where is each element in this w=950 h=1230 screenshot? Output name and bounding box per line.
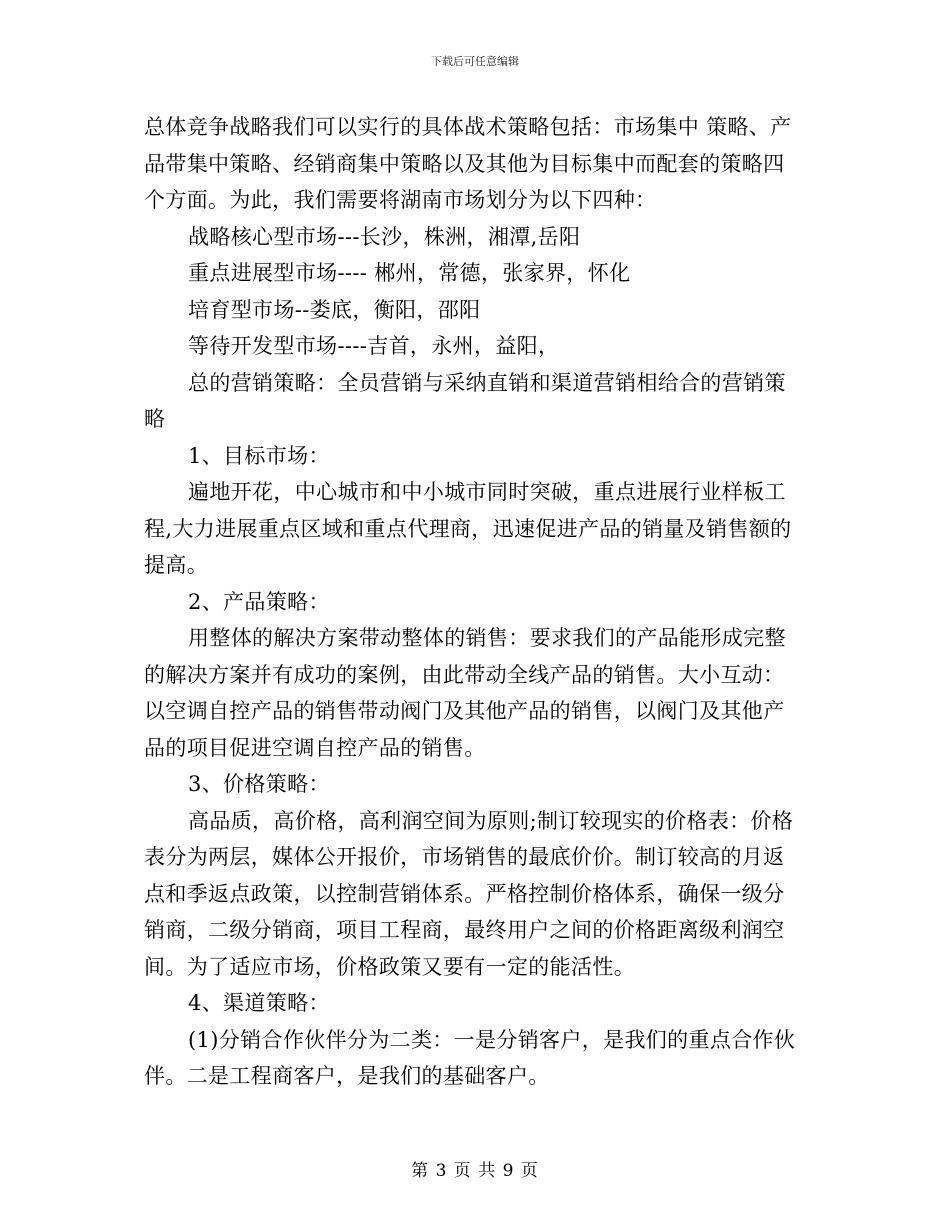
text-line: 点和季返点政策，以控制营销体系。严格控制价格体系，确保一级分 (144, 881, 785, 906)
text-line: 间。为了适应市场，价格政策又要有一定的能活性。 (144, 954, 636, 979)
text-line: 重点进展型市场---- 郴州，常德，张家界，怀化 (188, 261, 631, 285)
document-body (144, 109, 814, 1095)
text-line: 等待开发型市场----吉首，永州，益阳， (188, 334, 560, 358)
text-line: 销商，二级分销商，项目工程商，最终用户之间的价格距离级利润空 (144, 918, 785, 942)
text-line: 总的营销策略：全员营销与采纳直销和渠道营销相给合的营销策 (188, 370, 786, 395)
text-line: 个方面。为此，我们需要将湖南市场划分为以下四种： (144, 188, 657, 212)
text-line: 品带集中策略、经销商集中策略以及其他为目标集中而配套的策略四 (144, 151, 785, 176)
text-line: 4、渠道策略： (188, 991, 330, 1015)
text-line: 战略核心型市场---长沙，株洲，湘潭,岳阳 (188, 224, 581, 249)
page-header: 下载后可任意编辑 (431, 55, 519, 68)
text-line: 程,大力进展重点区域和重点代理商，迅速促进产品的销量及销售额的 (144, 516, 792, 541)
text-line: 遍地开花，中心城市和中小城市同时突破，重点进展行业样板工 (188, 480, 786, 504)
text-line: 表分为两层，媒体公开报价，市场销售的最底价价。制订较高的月返 (144, 845, 785, 869)
text-line: 1、目标市场： (188, 443, 330, 468)
text-line: (1)分销合作伙伴分为二类：一是分销客户，是我们的重点合作伙 (188, 1027, 796, 1052)
text-line: 高品质，高价格，高利润空间为原则;制订较现实的价格表：价格 (188, 808, 794, 833)
page-footer: 第 3 页 共 9 页 (411, 1161, 539, 1181)
text-line: 以空调自控产品的销售带动阀门及其他产品的销售，以阀门及其他产 (144, 699, 785, 723)
text-line: 略 (144, 407, 166, 431)
text-line: 用整体的解决方案带动整体的销售：要求我们的产品能形成完整 (188, 626, 786, 650)
text-line: 品的项目促进空调自控产品的销售。 (144, 735, 486, 760)
text-line: 总体竞争战略我们可以实行的具体战术策略包括：市场集中 策略、产 (144, 115, 792, 139)
text-line: 3、价格策略： (188, 772, 330, 796)
text-line: 2、产品策略： (188, 589, 330, 614)
text-line: 提高。 (144, 553, 209, 577)
text-line: 培育型市场--娄底，衡阳，邵阳 (188, 297, 481, 322)
text-line: 的解决方案并有成功的案例，由此带动全线产品的销售。大小互动： (144, 662, 785, 687)
text-line: 伴。二是工程商客户，是我们的基础客户。 (144, 1064, 550, 1088)
